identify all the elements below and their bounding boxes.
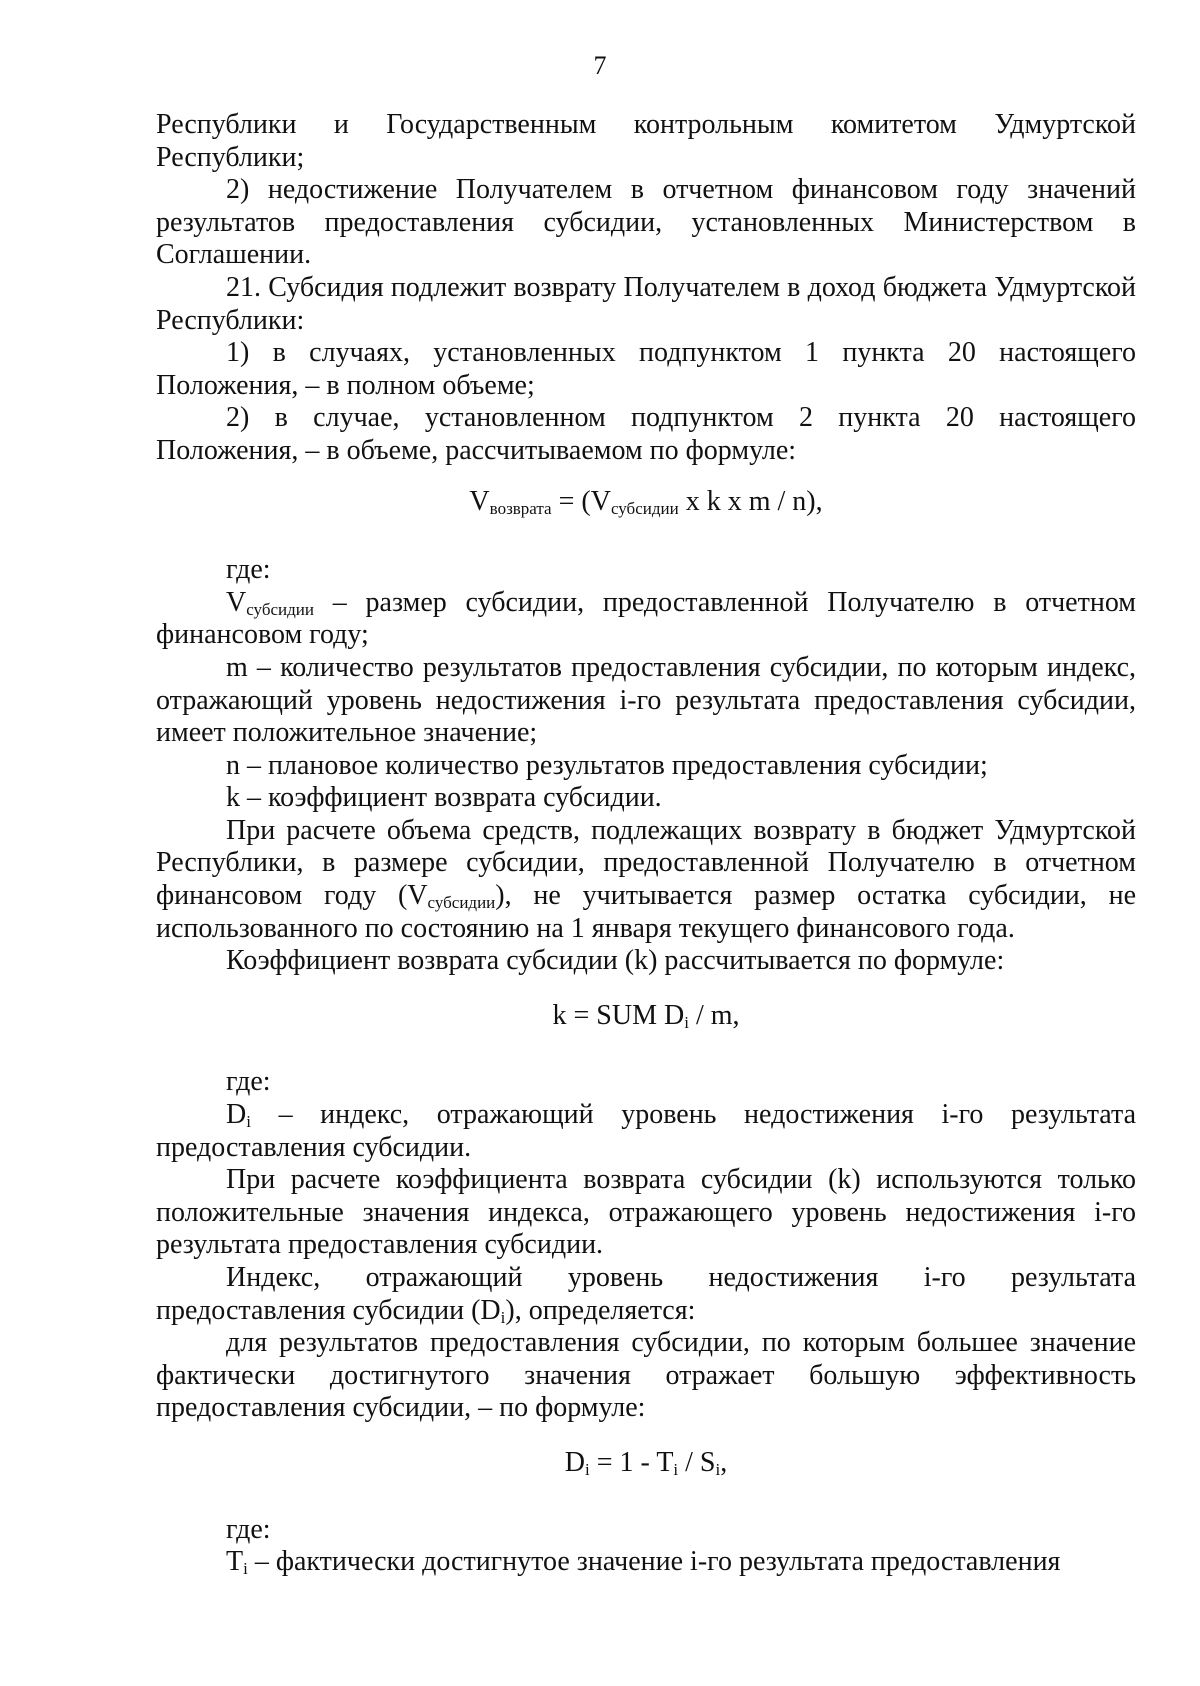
where-label-2: где:	[226, 1066, 271, 1098]
paragraph-21: 21. Субсидия подлежит возврату Получателем в доход бюджета Удмуртской Республики:	[156, 271, 1136, 336]
paragraph-21-item-2: 2) в случае, установленном подпунктом 2 пункта 20 настоящего Положения, – в объеме, рассчитываемом по формуле:	[156, 402, 1136, 466]
paragraph-21-item-1: 1) в случаях, установленных подпунктом 1 пункта 20 настоящего Положения, – в полном объеме;	[156, 337, 1136, 401]
page-number: 7	[593, 51, 607, 80]
paragraph-continuation: Республики и Государственным контрольным комитетом Удмуртской Республики;	[156, 109, 1136, 173]
paragraph-calc-note: При расчете объема средств, подлежащих возврату в бюджет Удмуртской Республики, в размере субсидии, предоставленной Получателю в отчетном финансовом году $(V_{субсидии})$, не учитывается размер остатка субсидии, не использованного по состоянию на 1 января текущего финансового года.	[156, 814, 1137, 944]
definition-d: $D_i$ – индекс, отражающий уровень недостижения i-го результата предоставления субсидии.	[156, 1099, 1136, 1163]
paragraph-for-results: для результатов предоставления субсидии, по которым большее значение фактически достигнутого значения отражает большую эффективность предоставления субсидии, – по формуле:	[156, 1327, 1136, 1424]
definition-m: m – количество результатов предоставления субсидии, по которым индекс, отражающий уровень недостижения i-го результата предоставления субсидии, имеет положительное значение;	[156, 651, 1136, 749]
paragraph-item-2: 2) недостижение Получателем в отчетном финансовом году значений результатов предоставления субсидии, установленных Министерством в Соглашении.	[156, 174, 1136, 271]
document-body	[156, 109, 1136, 1579]
where-label-3: где:	[226, 1513, 271, 1545]
definition-n: n – плановое количество результатов предоставления субсидии;	[226, 749, 988, 781]
formula-k: k = SUM $D_i$ / m,	[552, 999, 740, 1032]
paragraph-k-note: При расчете коэффициента возврата субсидии (k) используются только положительные значения индекса, отражающего уровень недостижения i-го результата предоставления субсидии.	[156, 1164, 1136, 1261]
definition-k: k – коэффициент возврата субсидии.	[226, 782, 662, 814]
definition-t: $T_i$ – фактически достигнутое значение i-го результата предоставления	[226, 1546, 1061, 1579]
where-label-1: где:	[226, 554, 271, 586]
formula-return-volume: $V_{возврата} = (V_{субсидии}$ x k x m / n),	[469, 485, 823, 518]
definition-v-subsidii: $V_{субсидии}$ – размер субсидии, предоставленной Получателю в отчетном финансовом году;	[156, 586, 1136, 651]
paragraph-index-def: Индекс, отражающий уровень недостижения i-го результата предоставления субсидии $(D_i)$, определяется:	[156, 1262, 1136, 1327]
paragraph-k-intro: Коэффициент возврата субсидии (k) рассчитывается по формуле:	[226, 945, 1005, 977]
formula-d: $D_i = 1 - T_i / S_i$,	[564, 1446, 728, 1479]
